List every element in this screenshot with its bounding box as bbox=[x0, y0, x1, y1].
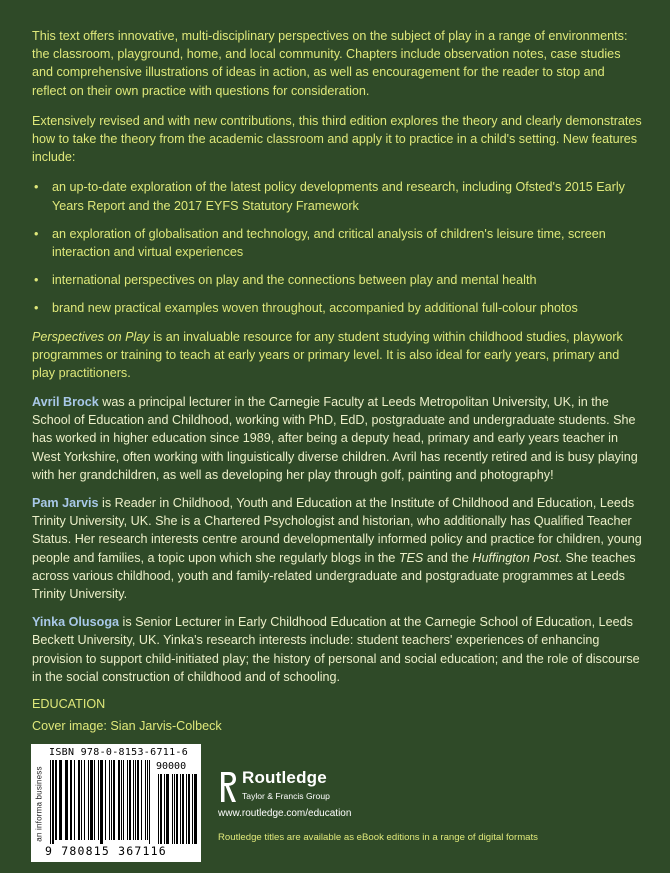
barcode-bar bbox=[192, 774, 193, 844]
features-list bbox=[32, 178, 642, 317]
barcode-bar bbox=[90, 760, 93, 840]
barcode-bar bbox=[105, 760, 106, 840]
author-bio: Avril Brock was a principal lecturer in the Carnegie Faculty at Leeds Metropolitan University, UK, in the School of Education and Childhood, working with PhD, EdD, postgraduate and undergraduate students. She has worked in higher education since 1989, after being a deputy head, primary and early years teacher in West Yorkshire, often working with linguistically diverse children. Avril has recently retired and is busy playing with her grandchildren, as well as developing her play through golf, painting and photography! bbox=[32, 395, 638, 482]
publication-name: Huffington Post bbox=[472, 550, 559, 565]
barcode-bar bbox=[147, 760, 148, 840]
barcode-bar bbox=[65, 760, 68, 840]
publisher-logo-block bbox=[218, 768, 368, 808]
feature-item: • brand new practical examples woven throughout, accompanied by additional full-colour photos bbox=[32, 299, 642, 317]
barcode-bar bbox=[194, 774, 197, 844]
subject-category: EDUCATION bbox=[32, 697, 106, 711]
barcode-bar bbox=[137, 760, 139, 840]
book-title: Perspectives on Play bbox=[32, 329, 150, 344]
barcode-bar bbox=[81, 760, 82, 840]
ebook-note: Routledge titles are available as eBook editions in a range of digital formats bbox=[218, 832, 538, 843]
publication-name: TES bbox=[398, 550, 424, 565]
barcode-bar bbox=[88, 760, 89, 840]
price-code: 90000 bbox=[156, 761, 187, 772]
barcode-bar bbox=[52, 760, 54, 844]
isbn-number: ISBN 978-0-8153-6711-6 bbox=[49, 747, 189, 758]
author-bio: Yinka Olusoga is Senior Lecturer in Early Childhood Education at the Carnegie School of Education, Leeds Beckett University, UK. Yinka's research interests include: student teachers' experiences of enhancing provision to support child-initiated play; the history of personal and social education; and the role of discourse in the social construction of childhood and of schooling. bbox=[32, 615, 640, 684]
barcode-bar bbox=[180, 774, 181, 844]
edition-paragraph: Extensively revised and with new contributions, this third edition explores the theory and clearly demonstrates how to take the theory from the academic classroom and apply it to practice in a child's setting. New features include: bbox=[32, 113, 642, 165]
barcode-bar bbox=[149, 760, 150, 844]
publisher-group: Taylor & Francis Group bbox=[242, 791, 330, 801]
barcode-bar bbox=[55, 760, 57, 840]
barcode-bar bbox=[188, 774, 190, 844]
barcode-bars bbox=[49, 760, 153, 844]
barcode-bar bbox=[113, 760, 115, 840]
barcode-bar bbox=[182, 774, 184, 844]
barcode-bar bbox=[166, 774, 169, 844]
bullet-icon: • bbox=[34, 226, 39, 241]
barcode-bar bbox=[127, 760, 128, 840]
barcode-bar bbox=[118, 760, 120, 840]
bullet-icon: • bbox=[34, 301, 39, 316]
routledge-r-icon bbox=[218, 770, 238, 804]
barcode-bar bbox=[158, 774, 159, 844]
intro-paragraph: This text offers innovative, multi-disciplinary perspectives on the subject of play in a range of environments: the classroom, playground, home, and local community. Chapters include observation notes, case studies and comprehensive illustrations of ideas in action, as well as encouragement for the reader to stop and reflect on their own practice with questions for consideration. bbox=[32, 29, 628, 98]
feature-item: • international perspectives on play and the connections between play and mental health bbox=[32, 271, 642, 289]
barcode-bar bbox=[100, 760, 103, 844]
author-name: Avril Brock bbox=[32, 395, 99, 409]
barcode-bar bbox=[160, 774, 162, 844]
barcode-bar bbox=[98, 760, 99, 840]
bullet-icon: • bbox=[34, 180, 39, 195]
author-name: Yinka Olusoga bbox=[32, 615, 120, 630]
barcode-bar bbox=[50, 760, 51, 844]
barcode-bar bbox=[145, 760, 146, 840]
author-bios bbox=[32, 393, 647, 696]
bullet-icon: • bbox=[34, 273, 39, 288]
addon-barcode-bars bbox=[157, 774, 197, 844]
publisher-url[interactable]: www.routledge.com/education bbox=[218, 808, 352, 819]
informa-label: an informa business bbox=[34, 766, 44, 842]
cover-credit: Cover image: Sian Jarvis-Colbeck bbox=[32, 719, 222, 733]
barcode-bar bbox=[109, 760, 110, 840]
feature-item: • an exploration of globalisation and technology, and critical analysis of children's leisure time, screen interaction and virtual experiences bbox=[34, 226, 606, 260]
barcode-bar bbox=[123, 760, 124, 840]
barcode-bar bbox=[164, 774, 165, 844]
barcode-bar bbox=[176, 774, 178, 844]
author-name: Pam Jarvis bbox=[32, 496, 99, 511]
author-bio: Pam Jarvis is Reader in Childhood, Youth and Education at the Institute of Childhood and Education, Leeds Trinity University, UK. She is a Chartered Psychologist and historian, who additionally has Qualified Teacher Status. Her research interests centre around developmentally informed policy and practice for children, young people and families, a topic upon which she regularly blogs in the TES and the Huffington Post. She teaches across various childhood, youth and family-related undergraduate and postgraduate programmes at Leeds Trinity University. bbox=[32, 496, 642, 602]
barcode-bar bbox=[186, 774, 187, 844]
barcode-bar bbox=[141, 760, 142, 840]
barcode-bar bbox=[129, 760, 131, 840]
isbn-barcode bbox=[31, 744, 201, 862]
barcode-bar bbox=[70, 760, 72, 840]
barcode-bar bbox=[172, 774, 173, 844]
barcode-bar bbox=[94, 760, 95, 840]
publisher-name: Routledge bbox=[242, 768, 327, 787]
barcode-digits: 9 780815 367116 bbox=[45, 844, 167, 858]
barcode-bar bbox=[111, 760, 112, 840]
barcode-bar bbox=[78, 760, 80, 840]
barcode-bar bbox=[135, 760, 136, 840]
barcode-bar bbox=[59, 760, 62, 840]
barcode-bar bbox=[84, 760, 85, 840]
book-description bbox=[32, 27, 642, 394]
barcode-bar bbox=[133, 760, 134, 840]
feature-item: • an up-to-date exploration of the latest policy developments and research, including Ofsted's 2015 Early Years Report and the 2017 EYFS Statutory Framework bbox=[34, 180, 625, 213]
barcode-bar bbox=[74, 760, 75, 840]
barcode-bar bbox=[174, 774, 175, 844]
closing-paragraph: Perspectives on Play is an invaluable resource for any student studying within childhood studies, playwork programmes or training to teach at early years or primary level. It is also ideal for early years, primary and play practitioners. bbox=[32, 329, 623, 381]
barcode-bar bbox=[121, 760, 122, 840]
